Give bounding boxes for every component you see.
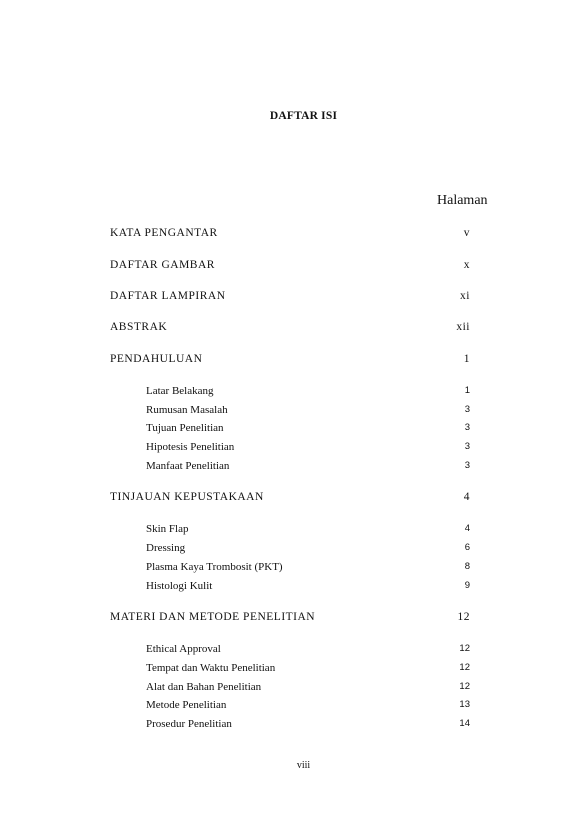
toc-entry-label: MATERI DAN METODE PENELITIAN xyxy=(110,611,316,623)
toc-subentry-metode-penelitian xyxy=(146,698,470,712)
toc-subentry-hipotesis-penelitian xyxy=(146,440,470,454)
toc-subentry-histologi-kulit xyxy=(146,579,470,593)
toc-entry-tinjauan-kepustakaan xyxy=(110,490,470,504)
toc-entry-page: 3 xyxy=(464,460,470,471)
toc-entry-label: Tempat dan Waktu Penelitian xyxy=(146,662,276,674)
toc-subentry-alat-dan-bahan xyxy=(146,680,470,694)
toc-subentry-tujuan-penelitian xyxy=(146,421,470,435)
toc-entry-label: Rumusan Masalah xyxy=(146,404,228,416)
toc-entry-page: 1 xyxy=(464,385,470,396)
toc-entry-label: Manfaat Penelitian xyxy=(146,460,230,472)
toc-subentry-manfaat-penelitian xyxy=(146,459,470,473)
toc-entry-label: Latar Belakang xyxy=(146,385,214,397)
toc-entry-page: 3 xyxy=(464,441,470,452)
toc-entry-label: ABSTRAK xyxy=(110,321,168,333)
toc-entry-label: Dressing xyxy=(146,542,186,554)
toc-subentry-skin-flap xyxy=(146,522,470,536)
toc-subentry-rumusan-masalah xyxy=(146,403,470,417)
toc-entry-page: 13 xyxy=(459,699,470,710)
toc-entry-page: v xyxy=(463,227,470,239)
page-column-header: Halaman xyxy=(437,193,488,208)
toc-subentry-latar-belakang xyxy=(146,384,470,398)
toc-subentry-dressing xyxy=(146,541,470,555)
toc-entry-page: 1 xyxy=(463,353,470,365)
toc-entry-label: DAFTAR GAMBAR xyxy=(110,259,215,271)
toc-entry-kata-pengantar xyxy=(110,226,470,240)
toc-entry-page: 12 xyxy=(459,662,470,673)
toc-subentry-plasma-kaya-trombosit xyxy=(146,560,470,574)
toc-entry-page: 12 xyxy=(459,681,470,692)
page-title: DAFTAR ISI xyxy=(269,110,338,122)
toc-entry-label: Prosedur Penelitian xyxy=(146,718,232,730)
toc-entry-page: 3 xyxy=(464,422,470,433)
toc-entry-label: Ethical Approval xyxy=(146,643,221,655)
toc-entry-label: Tujuan Penelitian xyxy=(146,422,224,434)
toc-entry-materi-dan-metode xyxy=(110,610,470,624)
toc-entry-page: 12 xyxy=(459,643,470,654)
toc-entry-label: Hipotesis Penelitian xyxy=(146,441,235,453)
toc-entry-page: 6 xyxy=(464,542,470,553)
toc-entry-page: 9 xyxy=(464,580,470,591)
toc-entry-label: PENDAHULUAN xyxy=(110,353,203,365)
toc-entry-label: DAFTAR LAMPIRAN xyxy=(110,290,226,302)
toc-entry-page: xii xyxy=(456,321,470,333)
toc-entry-pendahuluan xyxy=(110,352,470,366)
toc-entry-page: 14 xyxy=(459,718,470,729)
toc-entry-label: Plasma Kaya Trombosit (PKT) xyxy=(146,561,283,573)
toc-entry-label: TINJAUAN KEPUSTAKAAN xyxy=(110,491,264,503)
toc-entry-label: Histologi Kulit xyxy=(146,580,213,592)
toc-entry-label: Skin Flap xyxy=(146,523,189,535)
toc-entry-page: x xyxy=(463,259,470,271)
toc-entry-page: 3 xyxy=(464,404,470,415)
page-number-footer: viii xyxy=(296,760,311,771)
toc-entry-label: Metode Penelitian xyxy=(146,699,227,711)
toc-entry-label: KATA PENGANTAR xyxy=(110,227,218,239)
toc-entry-page: 4 xyxy=(464,523,470,534)
toc-entry-page: 8 xyxy=(464,561,470,572)
toc-subentry-tempat-dan-waktu xyxy=(146,661,470,675)
toc-subentry-prosedur-penelitian xyxy=(146,717,470,731)
toc-subentry-ethical-approval xyxy=(146,642,470,656)
toc-entry-abstrak xyxy=(110,320,470,334)
toc-entry-label: Alat dan Bahan Penelitian xyxy=(146,681,262,693)
toc-entry-page: xi xyxy=(460,290,470,302)
toc-entry-page: 4 xyxy=(463,491,470,503)
toc-entry-daftar-gambar xyxy=(110,258,470,272)
toc-entry-page: 12 xyxy=(457,611,470,623)
toc-entry-daftar-lampiran xyxy=(110,289,470,303)
